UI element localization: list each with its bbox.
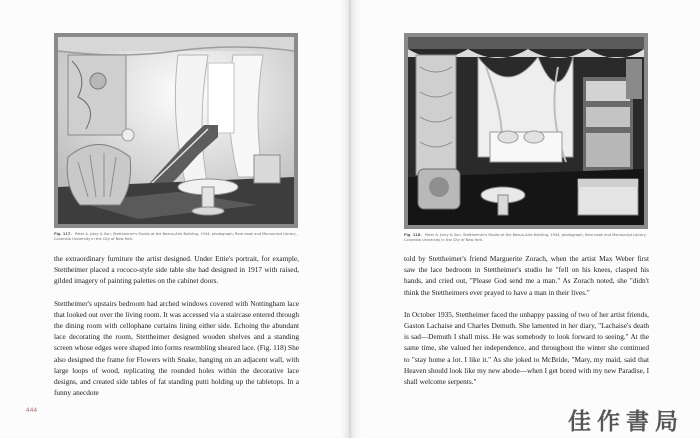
figure-118-label: Fig. 118. xyxy=(404,233,422,237)
left-paragraph-2: Stettheimer's upstairs bedroom had arched windows covered with Nottingham lace that looked out over the living room. It was accessed via a staircase entered through the dining room with cellophane curtains lining either side. Echoing the abundant lace decorating the room, Stettheimer designed wooden shelves and a standing screen whose edges were shaped into forms resembling sheared lace. (Fig. 118) She also designed the frame for Flowers with Snake, hanging on an adjacent wall, with large loops of wood, replicating the rounded holes within the decorative lace designs, and created side tables of fat standing putti holding up the tabletops. In a funny anecdote xyxy=(54,298,299,398)
figure-118-photo xyxy=(404,33,648,229)
figure-118-caption xyxy=(404,233,648,243)
figure-117-photo xyxy=(54,33,298,228)
studio-living-room-image xyxy=(58,37,294,224)
left-body-text xyxy=(54,253,299,409)
figure-117-caption xyxy=(54,232,298,242)
publisher-watermark: 佳作書局 xyxy=(568,409,684,435)
lace-bedroom-image xyxy=(408,37,644,225)
left-paragraph-1: the extraordinary furniture the artist designed. Under Ettie's portrait, for example, Stettheimer placed a rococo-style side table she had designed in 1917 with raised, gilded imagery of painting palettes on the cabinet doors. xyxy=(54,254,299,286)
right-paragraph-1: told by Stettheimer's friend Marguerite Zorach, when the artist Max Weber first saw the lace bedroom in Stettheimer's studio he "fell on his knees, clasped his hands, and cried out, "Please God send me a man." As Zorach noted, she "didn't think the Stettheimers ever prayed to have a man in their lives." xyxy=(404,254,649,297)
right-body-text xyxy=(404,253,649,398)
right-paragraph-2: In October 1935, Stettheimer faced the unhappy passing of two of her artist friends, Gaston Lachaise and Charles Demuth. She lamented in her diary, "Lachaise's death is sad—Demuth I shall miss. He was somebody to look forward to seeing." At the same time, she valued her independence, and throughout the winter she continued to "stay home a lot. I like it." As she joked to McBride, "Mary, my maid, said that Heaven should look like my new abode—when I get bored with my new Paradise, I shall welcome serpents." xyxy=(404,309,649,387)
figure-117-caption-text: Peter A. Juley & Son, Stettheimer's Studio at the Beaux-Arts Building, 1944, photograph, Rare book and Manuscript Library, Columbia University in the City of New York. xyxy=(54,232,297,241)
right-page xyxy=(351,0,700,438)
figure-118-caption-text: Peter A. Juley & Son, Stettheimer's Studio at the Beaux-Arts Building, 1944, photograph, Rare book and Manuscript Library, Columbia University in the City of New York. xyxy=(404,233,647,242)
figure-117-label: Fig. 117. xyxy=(54,232,72,236)
page-number: 444 xyxy=(26,408,38,414)
left-page xyxy=(0,0,349,438)
